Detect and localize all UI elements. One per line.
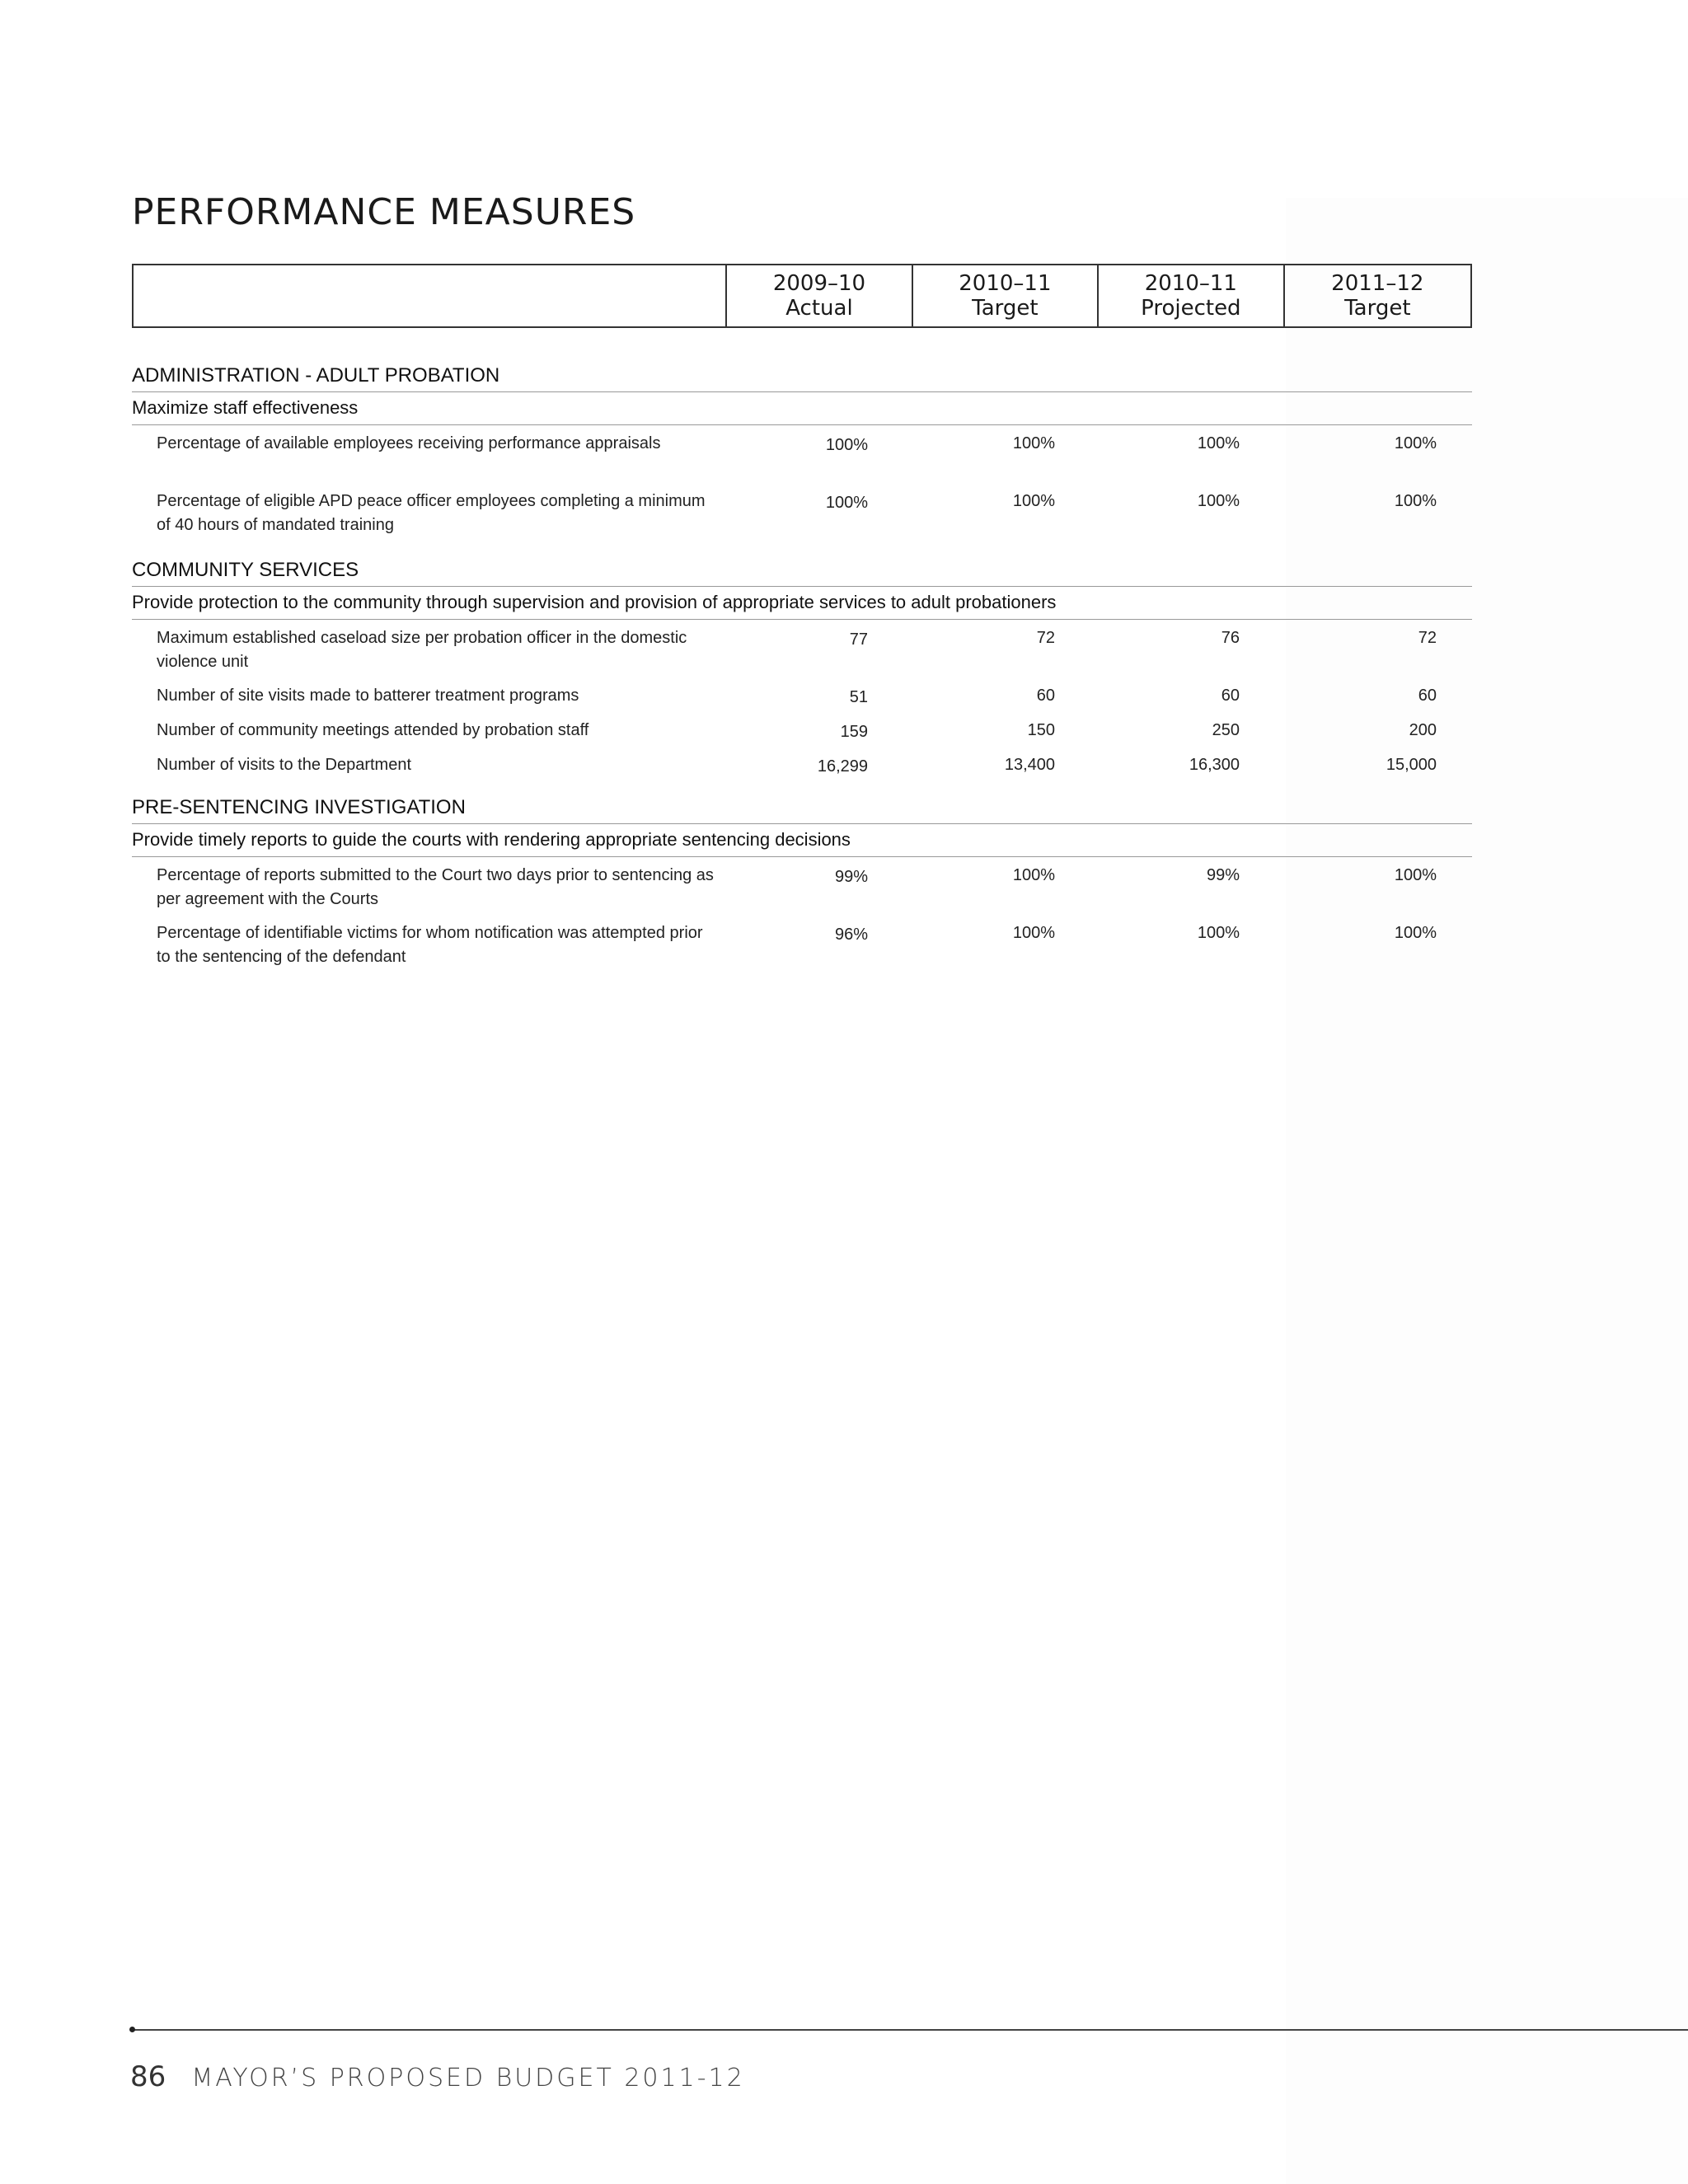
value-target-2011-12: 100% bbox=[1394, 866, 1437, 884]
column-header-projected-2010-11 bbox=[1099, 265, 1284, 326]
measure-label: Percentage of available employees receiving performance appraisals bbox=[157, 434, 661, 452]
section-goal-administration: Maximize staff effectiveness bbox=[132, 394, 1472, 425]
column-label: Target bbox=[1344, 296, 1411, 321]
column-header-target-2010-11 bbox=[913, 265, 1099, 326]
measure-label: Maximum established caseload size per probation officer in the domestic violence unit bbox=[157, 629, 687, 671]
value-target-2011-12: 100% bbox=[1394, 924, 1437, 942]
column-year: 2011–12 bbox=[1331, 271, 1424, 296]
measure-row bbox=[132, 753, 1472, 803]
value-projected-2010-11: 76 bbox=[1221, 629, 1240, 647]
measure-row bbox=[132, 432, 1472, 481]
measure-row bbox=[132, 864, 1472, 913]
section-title-pre-sentencing: PRE-SENTENCING INVESTIGATION bbox=[132, 796, 1472, 824]
value-projected-2010-11: 250 bbox=[1212, 721, 1240, 739]
value-target-2010-11: 100% bbox=[1012, 434, 1055, 452]
value-target-2010-11: 72 bbox=[1036, 629, 1055, 647]
column-label: Projected bbox=[1141, 296, 1241, 321]
value-target-2010-11: 100% bbox=[1012, 866, 1055, 884]
page-number: 86 bbox=[130, 2060, 166, 2093]
value-projected-2010-11: 60 bbox=[1221, 687, 1240, 705]
value-projected-2010-11: 99% bbox=[1206, 866, 1240, 884]
section-title-administration: ADMINISTRATION - ADULT PROBATION bbox=[132, 364, 1472, 392]
column-header-actual-2009-10 bbox=[727, 265, 912, 326]
page-footer bbox=[130, 2060, 745, 2093]
value-target-2010-11: 60 bbox=[1036, 687, 1055, 705]
column-label: Target bbox=[972, 296, 1039, 321]
value-projected-2010-11: 100% bbox=[1197, 434, 1240, 452]
value-target-2011-12: 100% bbox=[1394, 434, 1437, 452]
column-header-table bbox=[132, 264, 1472, 328]
measure-label: Percentage of identifiable victims for whom notification was attempted prior to the sentencing of the defendant bbox=[157, 924, 703, 966]
value-actual-2009-10: 51 bbox=[849, 688, 868, 706]
measure-row bbox=[132, 921, 1472, 971]
measure-label: Percentage of eligible APD peace officer employees completing a minimum of 40 hours of mandated training bbox=[157, 492, 706, 534]
measure-label: Number of community meetings attended by probation staff bbox=[157, 721, 589, 739]
value-projected-2010-11: 100% bbox=[1197, 492, 1240, 510]
page-title: PERFORMANCE MEASURES bbox=[132, 191, 636, 233]
section-goal-pre-sentencing: Provide timely reports to guide the courts with rendering appropriate sentencing decisions bbox=[132, 826, 1472, 857]
value-target-2010-11: 150 bbox=[1027, 721, 1055, 739]
value-actual-2009-10: 100% bbox=[825, 494, 868, 512]
value-projected-2010-11: 100% bbox=[1197, 924, 1240, 942]
measure-label: Percentage of reports submitted to the Court two days prior to sentencing as per agreement with the Courts bbox=[157, 866, 714, 908]
value-target-2011-12: 15,000 bbox=[1386, 756, 1437, 774]
publication-title: MAYOR’S PROPOSED BUDGET 2011-12 bbox=[191, 2064, 745, 2093]
value-actual-2009-10: 96% bbox=[834, 926, 868, 944]
value-actual-2009-10: 77 bbox=[849, 630, 868, 649]
section-title-community-services: COMMUNITY SERVICES bbox=[132, 559, 1472, 587]
value-target-2011-12: 100% bbox=[1394, 492, 1437, 510]
value-target-2011-12: 60 bbox=[1418, 687, 1437, 705]
footer-rule bbox=[132, 2029, 1688, 2031]
column-year: 2010–11 bbox=[959, 271, 1052, 296]
measure-row bbox=[132, 490, 1472, 539]
value-actual-2009-10: 99% bbox=[834, 868, 868, 886]
measure-label: Number of visits to the Department bbox=[157, 756, 412, 774]
value-target-2011-12: 72 bbox=[1418, 629, 1437, 647]
value-actual-2009-10: 100% bbox=[825, 436, 868, 454]
footer-rule-dot bbox=[129, 2027, 135, 2032]
column-year: 2009–10 bbox=[772, 271, 866, 296]
value-projected-2010-11: 16,300 bbox=[1189, 756, 1240, 774]
value-target-2010-11: 13,400 bbox=[1004, 756, 1055, 774]
section-goal-community-services: Provide protection to the community through supervision and provision of appropriate services to adult probationers bbox=[132, 588, 1472, 620]
value-target-2011-12: 200 bbox=[1409, 721, 1437, 739]
measure-label: Number of site visits made to batterer treatment programs bbox=[157, 687, 579, 705]
measure-row bbox=[132, 626, 1472, 676]
header-blank-cell bbox=[134, 265, 727, 326]
value-actual-2009-10: 159 bbox=[840, 723, 868, 741]
value-actual-2009-10: 16,299 bbox=[817, 757, 868, 776]
column-year: 2010–11 bbox=[1144, 271, 1237, 296]
column-label: Actual bbox=[785, 296, 853, 321]
value-target-2010-11: 100% bbox=[1012, 492, 1055, 510]
value-target-2010-11: 100% bbox=[1012, 924, 1055, 942]
column-header-target-2011-12 bbox=[1285, 265, 1470, 326]
